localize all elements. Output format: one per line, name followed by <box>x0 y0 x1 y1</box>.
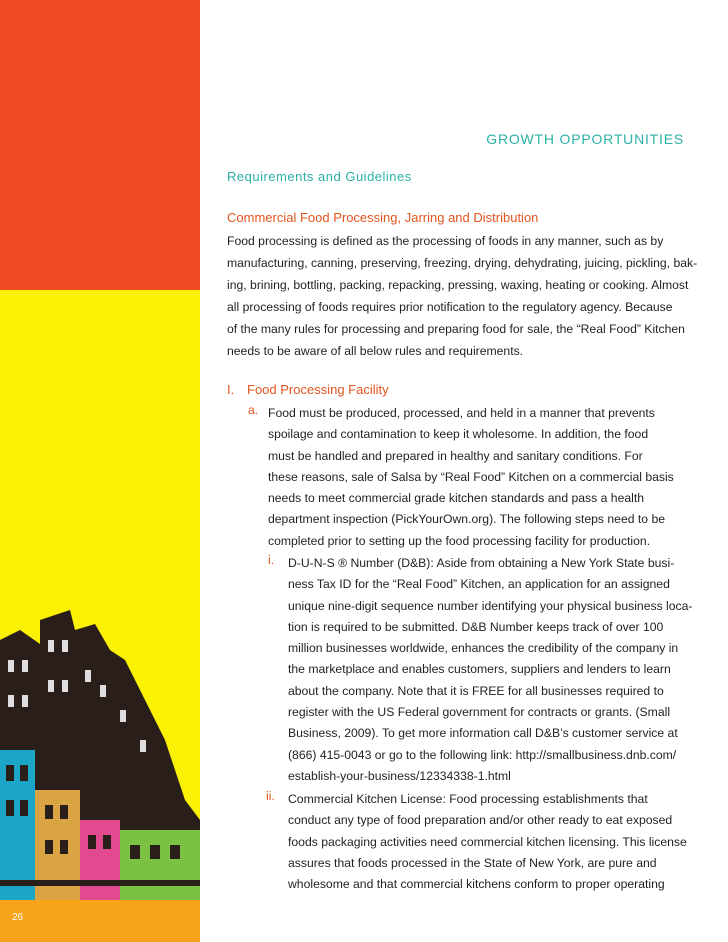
paragraph-line: ing, brining, bottling, packing, repacking, pressing, waxing, heating or cooking. Almost <box>227 278 689 292</box>
paragraph-line: needs to be aware of all below rules and requirements. <box>227 344 524 358</box>
sublist-item-ii <box>288 789 687 895</box>
list-line: must be handled and prepared in healthy and sanitary conditions. For <box>268 448 643 463</box>
list-item-heading <box>227 382 389 397</box>
list-line: about the company. Note that it is FREE for all businesses required to <box>288 683 664 698</box>
city-skyline-illustration <box>0 600 200 942</box>
list-line: ness Tax ID for the “Real Food” Kitchen, an application for an assigned <box>288 577 670 592</box>
list-line: (866) 415-0043 or go to the following link: http://smallbusiness.dnb.com/ <box>288 747 677 762</box>
list-line: spoilage and contamination to keep it wholesome. In addition, the food <box>268 427 649 442</box>
list-number: I. <box>227 382 235 397</box>
paragraph-line: of the many rules for processing and preparing food for sale, the “Real Food” Kitchen <box>227 322 685 336</box>
intro-paragraph <box>227 230 698 362</box>
paragraph-line: all processing of foods requires prior notification to the regulatory agency. Because <box>227 300 673 314</box>
list-line: foods packaging activities need commercial kitchen licensing. This license <box>288 834 687 849</box>
list-line: establish-your-business/12334338-1.html <box>288 768 511 783</box>
sublist-marker-i: i. <box>268 553 275 567</box>
sublist-marker-ii: ii. <box>266 789 275 803</box>
paragraph-line: manufacturing, canning, preserving, freezing, drying, dehydrating, juicing, pickling, bak- <box>227 256 698 270</box>
orange-color-block <box>0 0 200 290</box>
list-line: tion is required to be submitted. D&B Number keeps track of over 100 <box>288 619 664 634</box>
list-line: these reasons, sale of Salsa by “Real Food” Kitchen on a commercial basis <box>268 469 674 484</box>
list-line: Commercial Kitchen License: Food processing establishments that <box>288 792 648 806</box>
page-number: 26 <box>12 912 24 923</box>
list-line: unique nine-digit sequence number identifying your physical business loca- <box>288 598 693 613</box>
list-item-title: Food Processing Facility <box>247 382 389 397</box>
list-line: completed prior to setting up the food processing facility for production. <box>268 533 651 548</box>
list-line: department inspection (PickYourOwn.org). The following steps need to be <box>268 512 665 527</box>
running-header: GROWTH OPPORTUNITIES <box>486 131 684 147</box>
sublist-item-i <box>288 553 692 787</box>
paragraph-line: Food processing is defined as the processing of foods in any manner, such as by <box>227 234 664 248</box>
list-line: D-U-N-S ® Number (D&B): Aside from obtaining a New York State busi- <box>288 556 675 570</box>
list-line: assures that foods processed in the State of New York, are pure and <box>288 855 657 870</box>
list-line: Food must be produced, processed, and held in a manner that prevents <box>268 406 655 420</box>
sublist-marker-a: a. <box>248 403 259 417</box>
list-line: the marketplace and enables customers, suppliers and lenders to learn <box>288 662 671 677</box>
sublist-item-a <box>268 403 674 552</box>
section-heading: Requirements and Guidelines <box>227 169 412 184</box>
list-line: register with the US Federal government for contracts or grants. (Small <box>288 705 671 720</box>
list-line: conduct any type of food preparation and/or other ready to eat exposed <box>288 813 673 828</box>
list-line: wholesome and that commercial kitchens conform to proper operating <box>288 877 665 892</box>
subsection-heading: Commercial Food Processing, Jarring and Distribution <box>227 210 539 225</box>
decorative-side-band <box>0 0 200 942</box>
list-line: million businesses worldwide, enhances the credibility of the company in <box>288 641 679 656</box>
list-line: Business, 2009). To get more information call D&B’s customer service at <box>288 726 678 741</box>
list-line: needs to meet commercial grade kitchen standards and pass a health <box>268 491 644 506</box>
